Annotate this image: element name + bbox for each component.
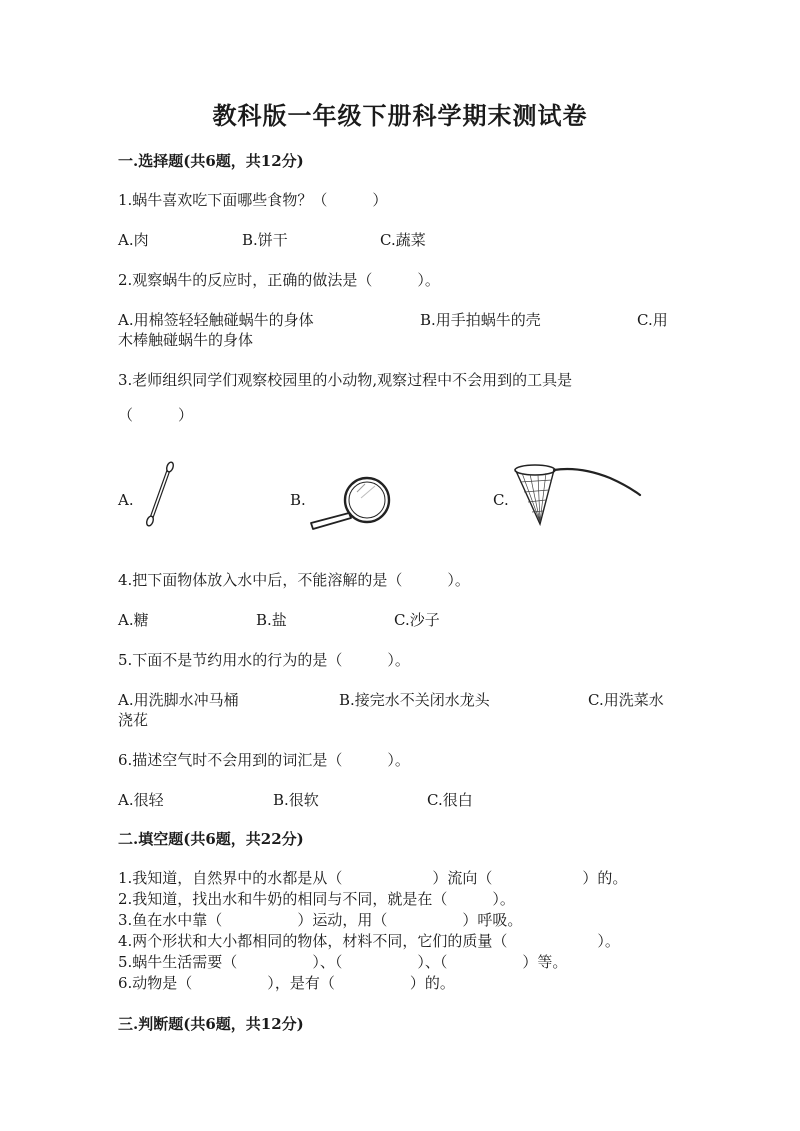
question-3-option-c: C. (493, 491, 509, 509)
section-heading-fill: 二.填空题(共6题，共22分) (118, 830, 304, 848)
question-5-option-c: C.用洗菜水 (588, 691, 664, 709)
question-4-option-b: B.盐 (256, 611, 287, 629)
question-2-option-c: C.用 (637, 311, 668, 329)
question-2-option-b: B.用手拍蜗牛的壳 (420, 311, 541, 329)
swab-icon (140, 460, 180, 530)
section-heading-judge: 三.判断题(共6题，共12分) (118, 1015, 304, 1033)
question-4-option-a: A.糖 (118, 611, 149, 629)
fill-line-5: 5.蜗牛生活需要（ ）、（ ）、（ ）等。 (118, 953, 568, 971)
question-2-option-a: A.用棉签轻轻触碰蜗牛的身体 (118, 311, 314, 329)
page-title: 教科版一年级下册科学期末测试卷 (212, 101, 588, 130)
net-icon (510, 458, 645, 530)
question-6-option-b: B.很软 (273, 791, 319, 809)
question-3-option-b: B. (290, 491, 306, 509)
fill-line-4: 4.两个形状和大小都相同的物体，材料不同，它们的质量（ ）。 (118, 932, 620, 950)
question-1-stem: 1.蜗牛喜欢吃下面哪些食物？（ ） (118, 191, 388, 209)
question-6-option-a: A.很轻 (118, 791, 164, 809)
question-6-option-c: C.很白 (427, 791, 473, 809)
question-5-option-b: B.接完水不关闭水龙头 (339, 691, 490, 709)
question-4-stem: 4.把下面物体放入水中后，不能溶解的是（ ）。 (118, 571, 470, 589)
question-3-stem: 3.老师组织同学们观察校园里的小动物,观察过程中不会用到的工具是 (118, 371, 573, 389)
fill-line-6: 6.动物是（ ），是有（ ）的。 (118, 974, 455, 992)
fill-line-1: 1.我知道，自然界中的水都是从（ ）流向（ ）的。 (118, 869, 628, 887)
question-5-option-c-wrap: 浇花 (118, 711, 149, 729)
question-1-option-c: C.蔬菜 (380, 231, 426, 249)
fill-line-2: 2.我知道，找出水和牛奶的相同与不同，就是在（ ）。 (118, 890, 515, 908)
section-heading-choice: 一.选择题(共6题，共12分) (118, 152, 304, 170)
question-5-option-a: A.用洗脚水冲马桶 (118, 691, 239, 709)
question-1-option-a: A.肉 (118, 231, 149, 249)
question-5-stem: 5.下面不是节约用水的行为的是（ ）。 (118, 651, 410, 669)
question-1-option-b: B.饼干 (242, 231, 288, 249)
question-3-stem-paren: （ ） (118, 406, 194, 424)
question-4-option-c: C.沙子 (394, 611, 440, 629)
fill-line-3: 3.鱼在水中靠（ ）运动，用（ ）呼吸。 (118, 911, 523, 929)
question-3-option-a: A. (118, 491, 134, 509)
question-6-stem: 6.描述空气时不会用到的词汇是（ ）。 (118, 751, 410, 769)
question-2-option-c-wrap: 木棒触碰蜗牛的身体 (118, 331, 254, 349)
question-2-stem: 2.观察蜗牛的反应时，正确的做法是（ ）。 (118, 271, 440, 289)
magnifier-icon (305, 476, 405, 536)
